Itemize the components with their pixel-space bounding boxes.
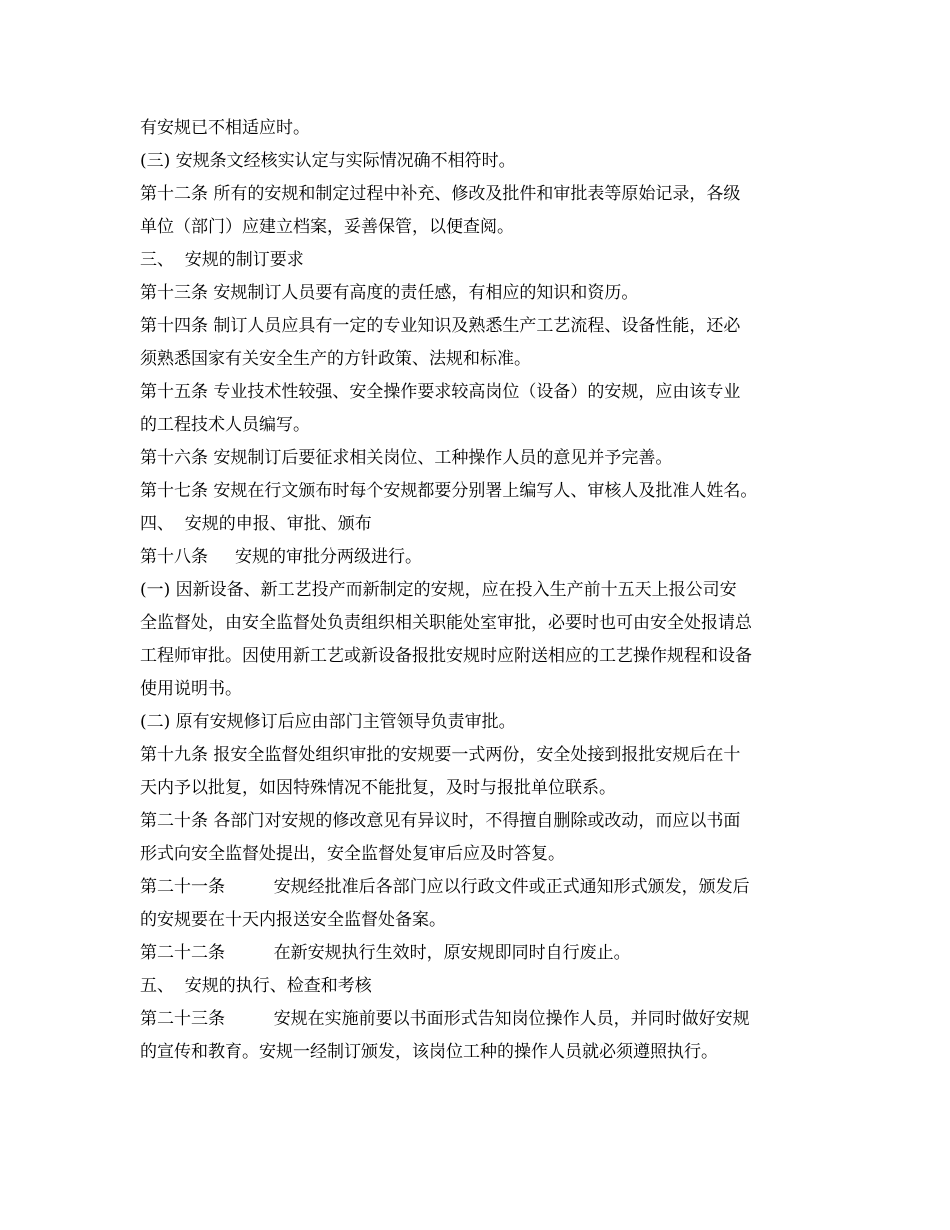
- text-line: 的工程技术人员编写。: [140, 415, 310, 435]
- text-line: 第十三条 安规制订人员要有高度的责任感，有相应的知识和资历。: [140, 283, 639, 303]
- text-line: 的安规要在十天内报送安全监督处备案。: [140, 910, 446, 930]
- text-line: 的宣传和教育。安规一经制订颁发，该岗位工种的操作人员就必须遵照执行。: [140, 1042, 718, 1062]
- text-line: 工程师审批。因使用新工艺或新设备报批安规时应附送相应的工艺操作规程和设备: [140, 646, 752, 666]
- text-line: 第十七条 安规在行文颁布时每个安规都要分别署上编写人、审核人及批准人姓名。: [140, 481, 758, 501]
- text-line: 三、 安规的制订要求: [140, 250, 304, 270]
- text-line: 使用说明书。: [140, 679, 242, 699]
- text-line: 第十六条 安规制订后要征求相关岗位、工种操作人员的意见并予完善。: [140, 448, 673, 468]
- text-line: 第二十三条 安规在实施前要以书面形式告知岗位操作人员，并同时做好安规: [140, 1009, 750, 1029]
- text-line: 第十五条 专业技术性较强、安全操作要求较高岗位（设备）的安规，应由该专业: [140, 382, 741, 402]
- text-line: 第十二条 所有的安规和制定过程中补充、修改及批件和审批表等原始记录，各级: [140, 184, 741, 204]
- text-line: 第十九条 报安全监督处组织审批的安规要一式两份，安全处接到报批安规后在十: [140, 745, 741, 765]
- text-line: 第二十二条 在新安规执行生效时，原安规即同时自行废止。: [140, 943, 631, 963]
- text-line: (二) 原有安规修订后应由部门主管领导负责审批。: [140, 712, 516, 732]
- text-line: 形式向安全监督处提出，安全监督处复审后应及时答复。: [140, 844, 565, 864]
- text-line: 有安规已不相适应时。: [140, 118, 310, 138]
- text-line: 第十八条 安规的审批分两级进行。: [140, 547, 423, 567]
- text-line: 五、 安规的执行、检查和考核: [140, 976, 372, 996]
- text-line: 全监督处，由安全监督处负责组织相关职能处室审批，必要时也可由安全处报请总: [140, 613, 752, 633]
- text-line: 天内予以批复，如因特殊情况不能批复，及时与报批单位联系。: [140, 778, 616, 798]
- document-page: [140, 112, 812, 1069]
- text-line: 第十四条 制订人员应具有一定的专业知识及熟悉生产工艺流程、设备性能，还必: [140, 316, 741, 336]
- text-line: 须熟悉国家有关安全生产的方针政策、法规和标准。: [140, 349, 531, 369]
- text-line: (一) 因新设备、新工艺投产而新制定的安规，应在投入生产前十五天上报公司安: [140, 580, 737, 600]
- text-line: 四、 安规的申报、审批、颁布: [140, 514, 372, 534]
- text-line: 单位（部门）应建立档案，妥善保管，以便查阅。: [140, 217, 514, 237]
- text-line: (三) 安规条文经核实认定与实际情况确不相符时。: [140, 151, 516, 171]
- text-line: 第二十条 各部门对安规的修改意见有异议时，不得擅自删除或改动，而应以书面: [140, 811, 741, 831]
- text-line: 第二十一条 安规经批准后各部门应以行政文件或正式通知形式颁发，颁发后: [140, 877, 750, 897]
